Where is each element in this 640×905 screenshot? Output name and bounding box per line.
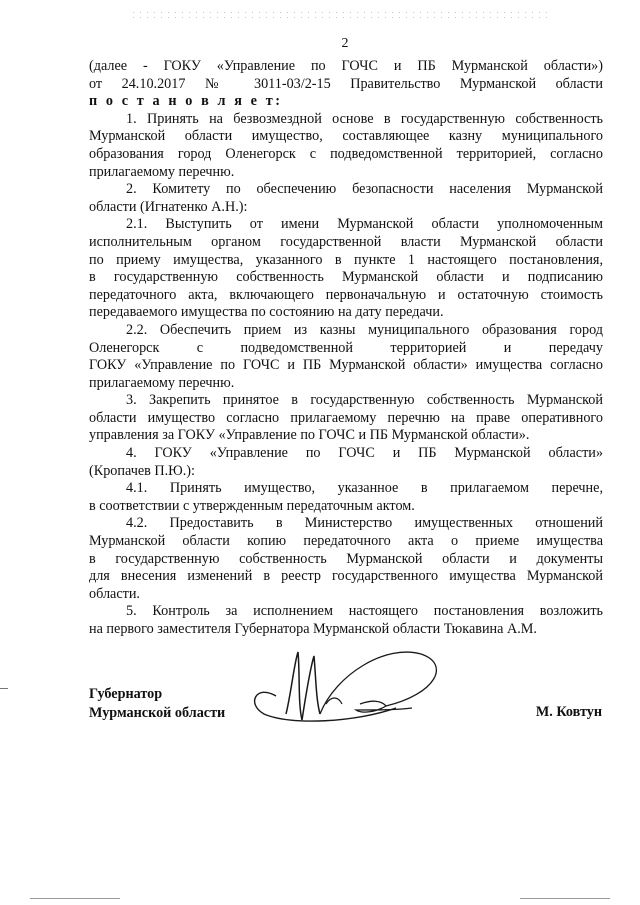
text-line: в государственную собственность Мурманской области и документы [89,550,603,567]
text-line: ГОКУ «Управление по ГОЧС и ПБ Мурманской области» имущества согласно [89,357,603,374]
text-line: области. [89,585,140,602]
text-line: области имущество согласно прилагаемому перечню на праве оперативного [89,409,603,426]
text-line: Мурманской области имущество, составляющее казну муниципального [89,128,603,145]
document-body [89,58,603,639]
text-line: 4. ГОКУ «Управление по ГОЧС и ПБ Мурманской области» [126,445,603,462]
text-line: в соответствии с утвержденным передаточным актом. [89,497,415,514]
text-line: (далее - ГОКУ «Управление по ГОЧС и ПБ Мурманской области») [89,58,603,74]
text-line: от 24.10.2017 № 3011-03/2-15 Правительство Мурманской области [89,75,603,92]
text-line: управления за ГОКУ «Управление по ГОЧС и ПБ Мурманской области». [89,427,530,444]
scan-noise [130,10,550,20]
text-line: Оленегорск с подведомственной территорией и передачу [89,339,603,356]
signatory-position [89,685,225,723]
scan-mark [30,898,120,899]
text-line: (Кропачев П.Ю.): [89,462,195,479]
signatory-title-line: Мурманской области [89,705,226,721]
resolution-word: п о с т а н о в л я е т: [89,93,283,110]
text-line: 3. Закрепить принятое в государственную собственность Мурманской [126,392,603,409]
text-line: в государственную собственность Мурманской области и подписанию [89,269,603,286]
text-line: Мурманской области копию передаточного акта о приеме имущества [89,533,603,550]
text-line: 1. Принять на безвозмездной основе в государственную собственность [126,110,603,127]
scan-mark [520,898,610,899]
text-line: области (Игнатенко А.Н.): [89,198,248,215]
text-line: 2. Комитету по обеспечению безопасности населения Мурманской [126,181,603,198]
text-line: 2.2. Обеспечить прием из казны муниципального образования город [126,321,603,338]
text-line: для внесения изменений в реестр государственного имущества Мурманской [89,568,603,585]
text-line: 4.2. Предоставить в Министерство имущественных отношений [126,515,603,532]
text-line: по приему имущества, указанного в пункте 1 настоящего постановления, [89,251,603,268]
text-line: 5. Контроль за исполнением настоящего постановления возложить [126,603,603,620]
signatory-title-line: Губернатор [89,686,163,702]
text-line: 4.1. Принять имущество, указанное в прилагаемом перечне, [126,480,603,497]
signatory-name: М. Ковтун [535,704,602,720]
text-line: образования город Оленегорск с подведомственной территорией, согласно [89,145,603,162]
text-line: прилагаемому перечню. [89,374,235,391]
text-line: на первого заместителя Губернатора Мурманской области Тюкавина А.М. [89,621,537,637]
text-line: прилагаемому перечню. [89,163,235,180]
scan-mark [0,688,8,689]
text-line: 2.1. Выступить от имени Мурманской области уполномоченным [126,216,603,233]
text-line: передаваемого имущества по состоянию на дату передачи. [89,304,444,321]
text-line: исполнительным органом государственной власти Мурманской области [89,233,603,250]
page-number: 2 [341,36,349,51]
text-line: передаточного акта, включающего первоначальную и остаточную стоимость [89,286,603,303]
handwritten-signature [236,644,486,726]
